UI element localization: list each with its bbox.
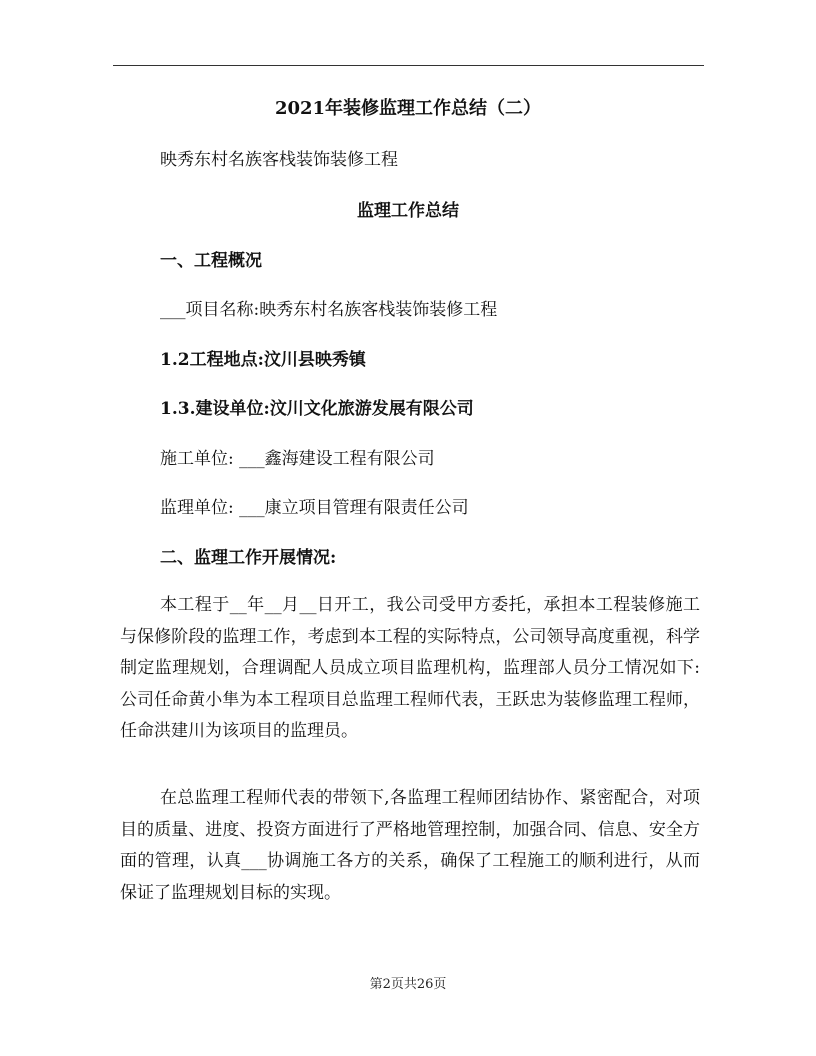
- section-1-heading: 一、工程概况: [160, 251, 262, 271]
- section-2-heading: 二、监理工作开展情况:: [160, 548, 337, 568]
- paragraph-1: 本工程于__年__月__日开工，我公司受甲方委托，承担本工程装修施工与保修阶段的监理工作，考虑到本工程的实际特点，公司领导高度重视，科学制定监理规划，合理调配人员成立项目监理机构，监理部人员分工情况如下:公司任命黄小隼为本工程项目总监理工程师代表，王跃忠为装修监理工程师，任命洪建川为该项目的监理员。: [120, 595, 700, 741]
- item-project-name: ___项目名称:映秀东村名族客栈装饰装修工程: [160, 300, 498, 320]
- item-location: 1.2工程地点:汶川县映秀镇: [160, 350, 366, 370]
- project-name-line: 映秀东村名族客栈装饰装修工程: [160, 150, 398, 170]
- document-subtitle: 监理工作总结: [357, 201, 459, 221]
- item-supervisor: 监理单位: ___康立项目管理有限责任公司: [160, 498, 469, 518]
- page-number: 第2页共26页: [369, 977, 447, 992]
- header-rule: [113, 65, 704, 66]
- document-title: 2021年装修监理工作总结（二）: [274, 98, 542, 119]
- item-owner: 1.3.建设单位:汶川文化旅游发展有限公司: [160, 399, 474, 419]
- paragraph-2: 在总监理工程师代表的带领下,各监理工程师团结协作、紧密配合，对项目的质量、进度、投资方面进行了严格地管理控制，加强合同、信息、安全方面的管理，认真___协调施工各方的关系，确保了工程施工的顺利进行，从而保证了监理规划目标的实现。: [120, 788, 700, 903]
- item-contractor: 施工单位: ___鑫海建设工程有限公司: [160, 449, 435, 469]
